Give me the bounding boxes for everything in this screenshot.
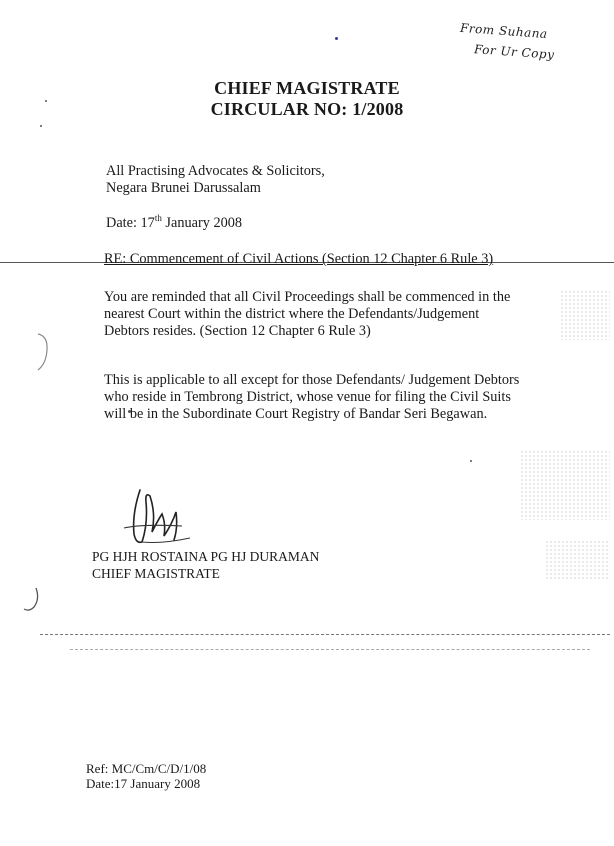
page-fold-line (40, 634, 610, 635)
handwritten-signature (112, 484, 202, 550)
handwritten-note-line1: From Suhana (459, 20, 549, 42)
scan-speck (335, 37, 338, 40)
signatory-name: PG HJH ROSTAINA PG HJ DURAMAN (92, 549, 320, 564)
paragraph-2: This is applicable to all except for those Defendants/ Judgement Debtors who reside in Tembrong District, whose venue for filing the Civil Suits will be in the Subordinate Court Registry of Bandar Seri Begawan. (104, 372, 520, 422)
circular-number: CIRCULAR NO: 1/2008 (210, 99, 404, 119)
letter-date (106, 215, 242, 232)
addressee-line1: All Practising Advocates & Solicitors, (106, 163, 325, 179)
page-fold-line (70, 649, 590, 650)
date-suffix: th (154, 213, 162, 224)
scan-speck (40, 125, 42, 127)
subject-line: RE: Commencement of Civil Actions (Section 12 Chapter 6 Rule 3) (104, 251, 494, 267)
reference-date: Date:17 January 2008 (86, 776, 201, 791)
punch-hole-mark (32, 330, 54, 374)
paragraph-1: You are reminded that all Civil Proceedings shall be commenced in the nearest Court within the district where the Defendants/Judgement Debtors resides. (Section 12 Chapter 6 Rule 3) (104, 289, 511, 339)
date-rest: January 2008 (161, 215, 243, 231)
date-label: Date: 17 (106, 215, 155, 231)
scan-speck (470, 460, 472, 462)
signatory-title: CHIEF MAGISTRATE (92, 566, 220, 581)
scan-noise-right-low (545, 540, 610, 580)
handwritten-note-line2: For Ur Copy (473, 42, 555, 62)
scan-noise-right-top (560, 290, 610, 340)
addressee-line2: Negara Brunei Darussalam (106, 180, 261, 196)
scan-noise-right-mid (520, 450, 610, 520)
document-title: CHIEF MAGISTRATE (214, 78, 400, 98)
punch-hole-mark (20, 585, 44, 615)
reference-number: Ref: MC/Cm/C/D/1/08 (86, 761, 207, 776)
